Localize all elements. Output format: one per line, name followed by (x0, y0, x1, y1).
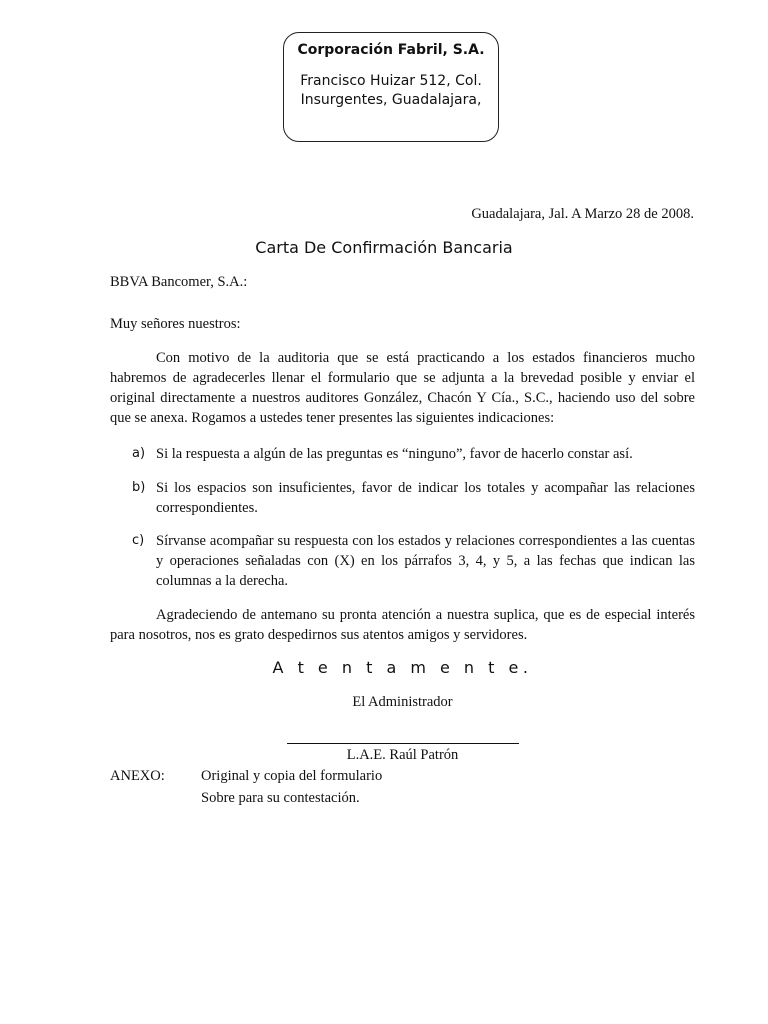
letter-date: Guadalajara, Jal. A Marzo 28 de 2008. (471, 206, 694, 222)
list-item-text: Sírvanse acompañar su respuesta con los estados y relaciones correspondientes a las cuentas y operaciones señaladas con (X) en los párrafos 3, 4, y 5, a las fechas que indican las columnas a la derecha. (156, 533, 695, 589)
closing-paragraph: Agradeciendo de antemano su pronta atención a nuestra suplica, que es de especial interés para nosotros, nos es grato despedirnos sus atentos amigos y servidores. (110, 607, 695, 643)
letter-title: Carta De Confirmación Bancaria (255, 238, 513, 257)
list-item-text: Si la respuesta a algún de las preguntas es “ninguno”, favor de hacerlo constar así. (156, 446, 633, 462)
intro-paragraph: Con motivo de la auditoria que se está practicando a los estados financieros mucho habremos de agradecerles llenar el formulario que se adjunta a la brevedad posible y enviar el original directamente a nuestros auditores González, Chacón Y Cía., S.C., haciendo uso del sobre que se anexa. Rogamos a ustedes tener presentes las siguientes indicaciones: (110, 350, 695, 426)
salutation: Muy señores nuestros: (110, 316, 241, 332)
company-address: Francisco Huizar 512, Col. Insurgentes, Guadalajara, (300, 73, 482, 108)
annex-line: Sobre para su contestación. (201, 790, 360, 806)
list-item (110, 531, 695, 591)
recipient: BBVA Bancomer, S.A.: (110, 274, 248, 290)
annex-line: Original y copia del formulario (201, 768, 383, 784)
list-item-marker: b) (132, 480, 146, 495)
signer-name: L.A.E. Raúl Patrón (346, 747, 459, 763)
annex-label: ANEXO: (110, 768, 165, 784)
signer-role: El Administrador (352, 694, 453, 710)
closing-salutation: A t e n t a m e n t e. (272, 658, 533, 677)
list-item (110, 444, 695, 464)
letterhead-box (283, 32, 499, 142)
list-item-marker: c) (132, 533, 145, 548)
list-item (110, 478, 695, 518)
list-item-marker: a) (132, 446, 146, 461)
company-name: Corporación Fabril, S.A. (297, 42, 485, 58)
signature-line (287, 743, 519, 744)
list-item-text: Si los espacios son insuficientes, favor de indicar los totales y acompañar las relaciones correspondientes. (156, 480, 695, 516)
